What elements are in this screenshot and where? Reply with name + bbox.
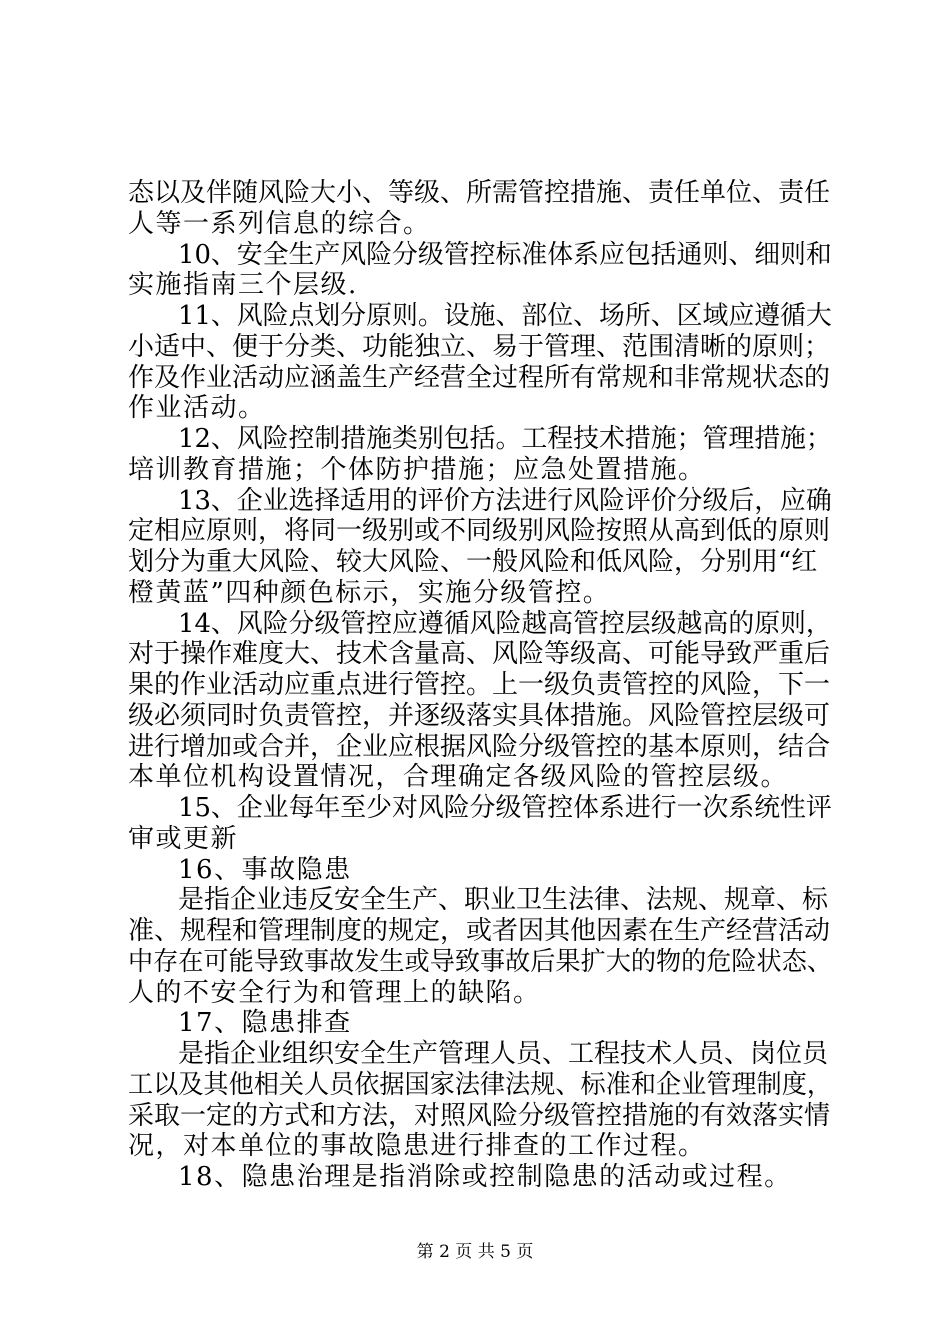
text-line: 工以及其他相关人员依据国家法律法规、标准和企业管理制度， bbox=[128, 1070, 832, 1100]
text-line: 14、风险分级管控应遵循风险越高管控层级越高的原则， bbox=[178, 609, 832, 639]
text-line: 实施指南三个层级. bbox=[128, 270, 358, 300]
text-line: 培训教育措施；个体防护措施；应急处置措施。 bbox=[128, 455, 706, 485]
text-line: 是指企业违反安全生产、职业卫生法律、法规、规章、标 bbox=[178, 885, 829, 915]
text-line: 小适中、便于分类、功能独立、易于管理、范围清晰的原则； bbox=[128, 332, 831, 362]
text-line: 16、事故隐患 bbox=[178, 855, 352, 885]
text-line: 作及作业活动应涵盖生产经营全过程所有常规和非常规状态的 bbox=[128, 363, 831, 393]
text-line: 橙黄蓝”四种颜色标示，实施分级管控。 bbox=[128, 578, 611, 608]
page-footer: 第 2 页 共 5 页 bbox=[416, 1242, 534, 1262]
text-line: 进行增加或合并，企业应根据风险分级管控的基本原则，结合 bbox=[128, 732, 831, 762]
text-line: 人等一系列信息的综合。 bbox=[128, 209, 431, 239]
text-line: 12、风险控制措施类别包括。工程技术措施；管理措施； bbox=[178, 424, 832, 454]
text-line: 15、企业每年至少对风险分级管控体系进行一次系统性评 bbox=[178, 793, 832, 823]
text-line: 划分为重大风险、较大风险、一般风险和低风险，分别用“红 bbox=[128, 547, 818, 577]
text-line: 准、规程和管理制度的规定，或者因其他因素在生产经营活动 bbox=[128, 916, 831, 946]
text-line: 13、企业选择适用的评价方法进行风险评价分级后，应确 bbox=[178, 486, 832, 516]
text-line: 10、安全生产风险分级管控标准体系应包括通则、细则和 bbox=[178, 240, 832, 270]
text-line: 是指企业组织安全生产管理人员、工程技术人员、岗位员 bbox=[178, 1039, 829, 1069]
text-line: 18、隐患治理是指消除或控制隐患的活动或过程。 bbox=[178, 1162, 792, 1192]
text-line: 对于操作难度大、技术含量高、风险等级高、可能导致严重后 bbox=[128, 639, 831, 669]
text-line: 审或更新 bbox=[128, 824, 239, 854]
text-line: 本单位机构设置情况，合理确定各级风险的管控层级。 bbox=[128, 762, 789, 792]
text-line: 中存在可能导致事故发生或导致事故后果扩大的物的危险状态、 bbox=[128, 947, 832, 977]
text-line: 11、风险点划分原则。设施、部位、场所、区域应遵循大 bbox=[178, 301, 832, 331]
text-line: 采取一定的方式和方法，对照风险分级管控措施的有效落实情 bbox=[128, 1101, 831, 1131]
text-line: 17、隐患排查 bbox=[178, 1008, 352, 1038]
text-line: 态以及伴随风险大小、等级、所需管控措施、责任单位、责任 bbox=[128, 178, 831, 208]
text-line: 作业活动。 bbox=[128, 393, 266, 423]
text-line: 果的作业活动应重点进行管控。上一级负责管控的风险，下一 bbox=[128, 670, 831, 700]
text-line: 况，对本单位的事故隐患进行排查的工作过程。 bbox=[128, 1131, 706, 1161]
text-line: 人的不安全行为和管理上的缺陷。 bbox=[128, 978, 541, 1008]
text-line: 定相应原则，将同一级别或不同级别风险按照从高到低的原则 bbox=[128, 516, 831, 546]
text-line: 级必须同时负责管控，并逐级落实具体措施。风险管控层级可 bbox=[128, 701, 831, 731]
